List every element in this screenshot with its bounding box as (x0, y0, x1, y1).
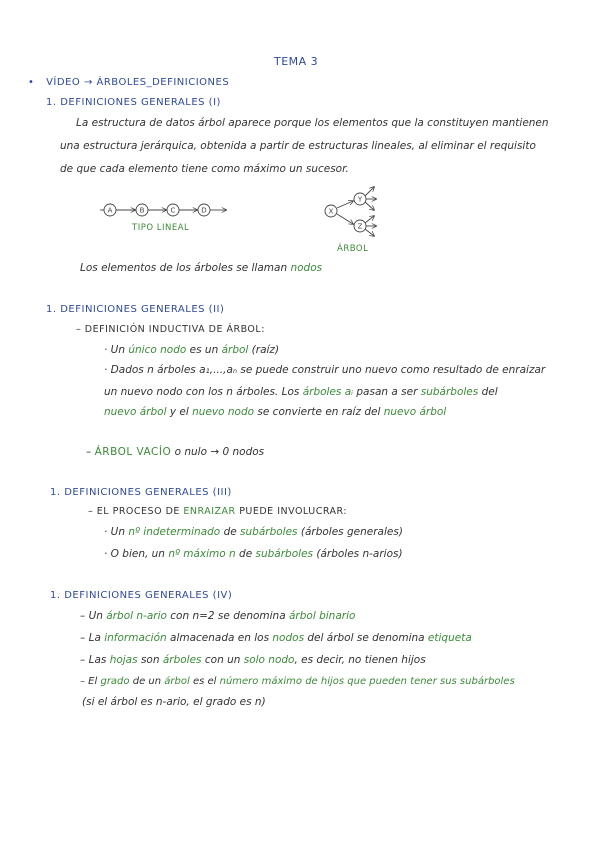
section4-line1: – Un árbol n-ario con n=2 se denomina árbol binario (80, 610, 356, 622)
nodes-definition (80, 262, 322, 274)
section3-intro: – EL PROCESO DE ENRAIZAR PUEDE INVOLUCRAR: (88, 506, 348, 517)
linear-node-a-label: A (107, 206, 113, 215)
section1-para-line3: de que cada elemento tiene como máximo un sucesor. (60, 163, 349, 175)
linear-caption: TIPO LINEAL (132, 223, 190, 233)
nodes-text: Los elementos de los árboles se llaman (80, 262, 288, 274)
nodes-word: nodos (290, 262, 323, 274)
linear-node-d-label: D (201, 206, 207, 215)
section4-heading: 1. DEFINICIONES GENERALES (IV) (50, 590, 233, 601)
section1-heading: 1. DEFINICIONES GENERALES (I) (46, 97, 221, 108)
section2-heading: 1. DEFINICIONES GENERALES (II) (46, 304, 225, 315)
tree-child-y-label: Y (357, 195, 363, 204)
page-title: TEMA 3 (274, 55, 319, 68)
tree-vs-linear-diagram (0, 0, 600, 270)
section3-option2: · O bien, un nº máximo n de subárboles (árboles n-arios) (104, 548, 403, 560)
inductive-item2-line2: un nuevo nodo con los n árboles. Los árboles aᵢ pasan a ser subárboles del (104, 386, 498, 398)
empty-tree-line: – ÁRBOL VACÍO o nulo → 0 nodos (86, 446, 265, 458)
tree-caption: ÁRBOL (337, 244, 369, 254)
tree-child-z-label: Z (357, 222, 363, 231)
inductive-item2-line1: · Dados n árboles a₁,...,aₙ se puede construir uno nuevo como resultado de enraizar (104, 364, 546, 376)
section1-para-line2: una estructura jerárquica, obtenida a partir de estructuras lineales, al eliminar el requisito (60, 140, 536, 152)
inductive-item2-line3: nuevo árbol y el nuevo nodo se convierte en raíz del nuevo árbol (104, 406, 447, 418)
section1-para-line1: La estructura de datos árbol aparece porque los elementos que la constituyen mantienen (76, 117, 549, 129)
section4-line2: – La información almacenada en los nodos del árbol se denomina etiqueta (80, 632, 472, 644)
section4-line4: – El grado de un árbol es el número máximo de hijos que pueden tener sus subárboles (80, 676, 515, 687)
section3-heading: 1. DEFINICIONES GENERALES (III) (50, 487, 232, 498)
video-bullet: • (28, 77, 35, 88)
inductive-item1: · Un único nodo es un árbol (raíz) (104, 344, 280, 356)
inductive-definition: – DEFINICIÓN INDUCTIVA DE ÁRBOL: (76, 324, 265, 335)
section3-option1: · Un nº indeterminado de subárboles (árboles generales) (104, 526, 403, 538)
linear-node-b-label: B (139, 206, 145, 215)
section4-line3: – Las hojas son árboles con un solo nodo, es decir, no tienen hijos (80, 654, 426, 666)
linear-node-c-label: C (170, 206, 176, 215)
video-label: VÍDEO → ÁRBOLES_DEFINICIONES (46, 77, 230, 88)
section4-line5: (si el árbol es n-ario, el grado es n) (82, 696, 266, 708)
tree-root-label: X (328, 207, 334, 216)
linear-diagram (100, 204, 226, 216)
